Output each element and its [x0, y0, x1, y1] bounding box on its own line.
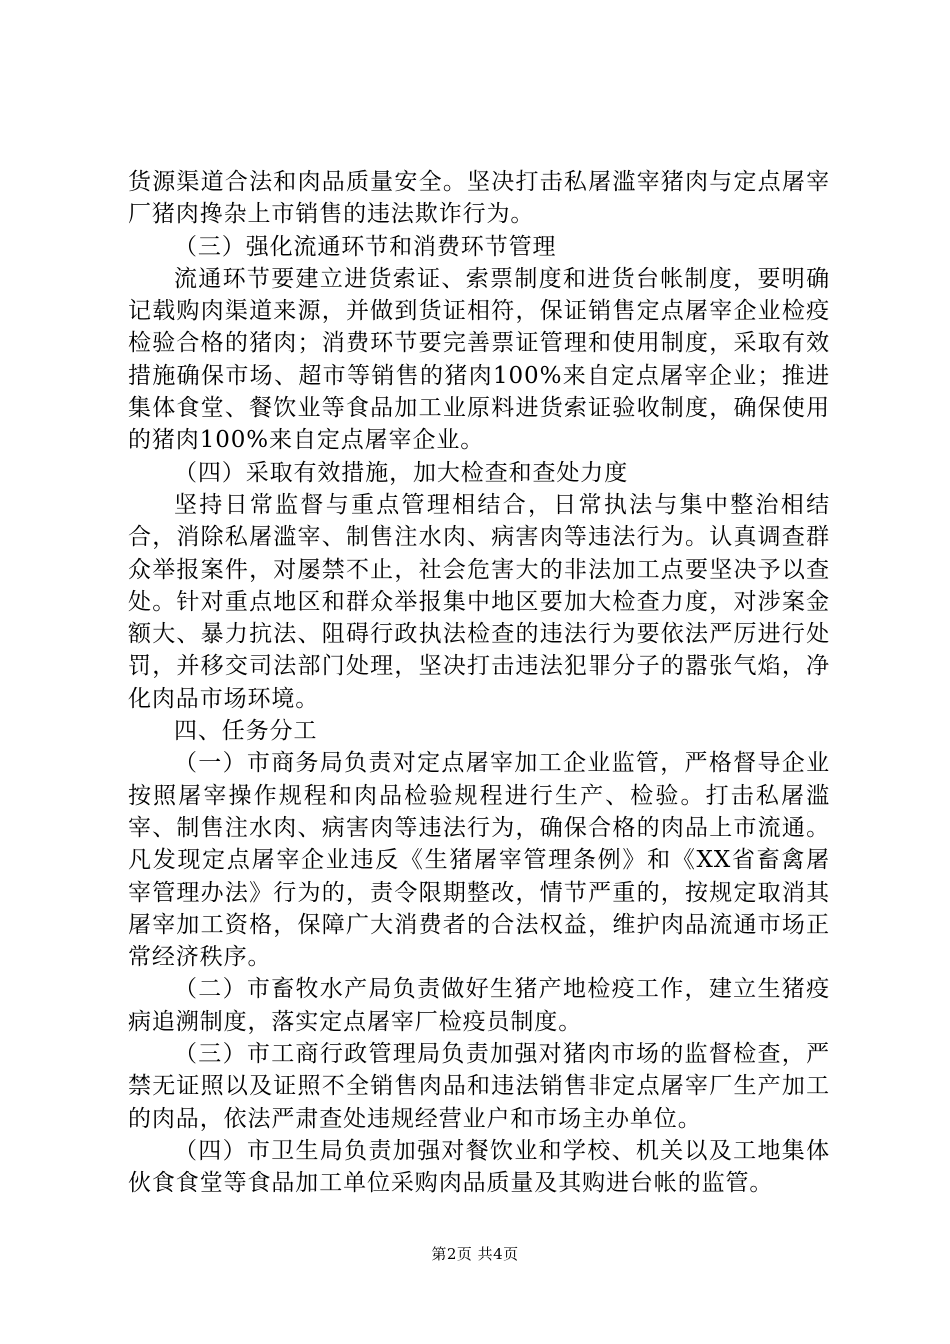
paragraph-task-4: （四）市卫生局负责加强对餐饮业和学校、机关以及工地集体伙食食堂等食品加工单位采购肉品质量及其购进台帐的监管。 — [128, 1137, 830, 1197]
section-heading-3: （三）强化流通环节和消费环节管理 — [174, 233, 557, 260]
paragraph-continuation: 货源渠道合法和肉品质量安全。坚决打击私屠滥宰猪肉与定点屠宰厂猪肉搀杂上市销售的违法欺诈行为。 — [128, 169, 830, 228]
paragraph-inspection: 坚持日常监督与重点管理相结合，日常执法与集中整治相结合，消除私屠滥宰、制售注水肉、病害肉等违法行为。认真调查群众举报案件，对屡禁不止，社会危害大的非法加工点要坚决予以查处。针对重点地区和群众举报集中地区要加大检查力度，对涉案金额大、暴力抗法、阻碍行政执法检查的违法行为要依法严厉进行处罚，并移交司法部门处理，坚决打击违法犯罪分子的嚣张气焰，净化肉品市场环境。 — [128, 491, 830, 712]
paragraph-circulation: 流通环节要建立进货索证、索票制度和进货台帐制度，要明确记载购肉渠道来源，并做到货证相符，保证销售定点屠宰企业检疫检验合格的猪肉；消费环节要完善票证管理和使用制度，采取有效措施确保市场、超市等销售的猪肉100%来自定点屠宰企业；推进集体食堂、餐饮业等食品加工业原料进货索证验收制度，确保使用的猪肉100%来自定点屠宰企业。 — [128, 265, 830, 454]
page-footer: 第2页 共4页 — [431, 1245, 519, 1263]
paragraph-task-3: （三）市工商行政管理局负责加强对猪肉市场的监督检查，严禁无证照以及证照不全销售肉品和违法销售非定点屠宰厂生产加工的肉品，依法严肃查处违规经营业户和市场主办单位。 — [128, 1041, 830, 1132]
paragraph-task-2: （二）市畜牧水产局负责做好生猪产地检疫工作，建立生猪疫病追溯制度，落实定点屠宰厂检疫员制度。 — [128, 976, 830, 1035]
document-body — [128, 166, 830, 1200]
section-heading-4: （四）采取有效措施，加大检查和查处力度 — [174, 459, 629, 486]
paragraph-task-1: （一）市商务局负责对定点屠宰加工企业监管，严格督导企业按照屠宰操作规程和肉品检验规程进行生产、检验。打击私屠滥宰、制售注水肉、病害肉等违法行为，确保合格的肉品上市流通。凡发现定点屠宰企业违反《生猪屠宰管理条例》和《XX省畜禽屠宰管理办法》行为的，责令限期整改，情节严重的，按规定取消其屠宰加工资格，保障广大消费者的合法权益，维护肉品流通市场正常经济秩序。 — [128, 750, 830, 971]
section-heading-tasks: 四、任务分工 — [174, 718, 318, 745]
